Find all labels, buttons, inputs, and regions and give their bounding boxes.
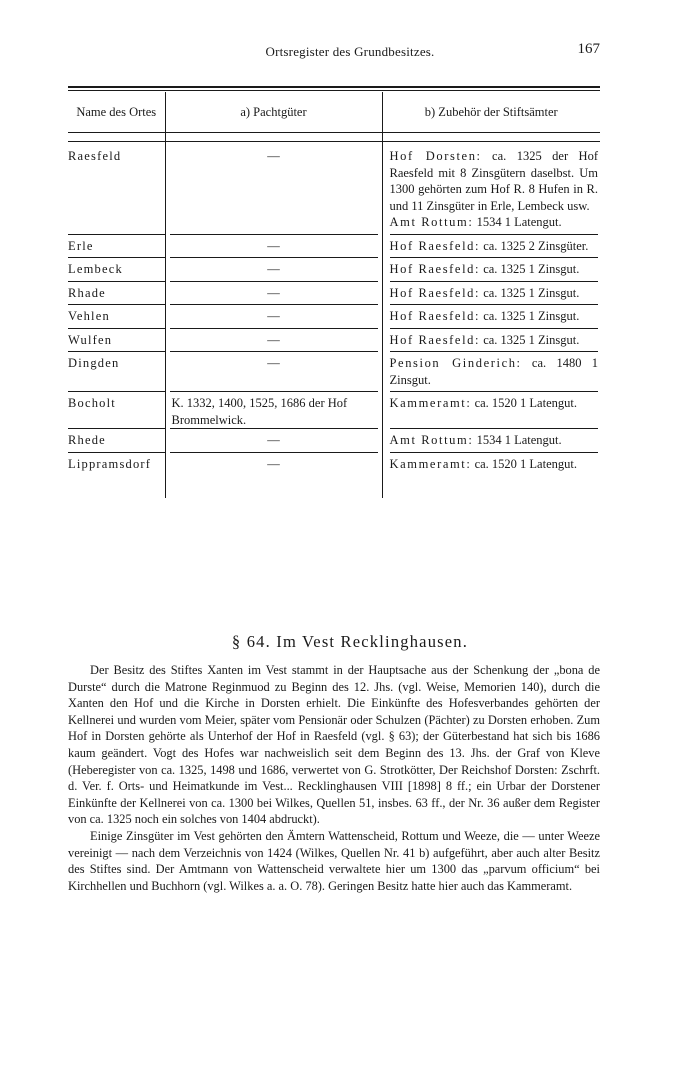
lease-cell	[165, 328, 382, 352]
top-rule-thin	[68, 90, 600, 91]
adjunct-cell	[382, 391, 600, 428]
adjunct-cell	[382, 257, 600, 281]
place-cell	[68, 281, 165, 305]
adjunct-cell	[382, 351, 600, 391]
column-header-lease: a) Pachtgüter	[165, 92, 382, 133]
place-cell	[68, 304, 165, 328]
adjunct-entry	[390, 285, 599, 302]
column-header-place: Name des Ortes	[68, 92, 165, 133]
lease-text: —	[267, 285, 280, 300]
section-heading: § 64. Im Vest Recklinghausen.	[231, 632, 469, 651]
adjunct-cell	[382, 328, 600, 352]
place-cell	[68, 328, 165, 352]
entry-text: ca. 1325 1 Zinsgut.	[480, 332, 580, 347]
lease-cell	[165, 428, 382, 452]
table-row	[68, 257, 600, 281]
entry-text: ca. 1520 1 Latengut.	[471, 396, 577, 410]
lease-text: —	[267, 332, 280, 347]
running-title: Ortsregister des Grundbesitzes.	[265, 44, 435, 59]
table-row	[68, 281, 600, 305]
place-name: Vehlen	[68, 309, 110, 323]
place-name: Dingden	[68, 356, 120, 370]
lease-text: —	[267, 149, 280, 163]
lease-text: —	[267, 433, 280, 447]
adjunct-cell	[382, 142, 600, 234]
place-cell	[68, 428, 165, 452]
adjunct-entry	[390, 148, 599, 214]
lease-text: K. 1332, 1400, 1525, 1686 der Hof Brommelwick.	[171, 396, 348, 427]
office-name: Hof Raesfeld:	[389, 332, 481, 347]
adjunct-cell	[382, 281, 600, 305]
table-header-row	[68, 92, 600, 133]
place-cell	[68, 257, 165, 281]
office-name: Hof Raesfeld:	[389, 285, 481, 300]
top-rule-thick	[68, 86, 600, 88]
lease-cell	[165, 304, 382, 328]
register-table	[68, 92, 600, 498]
entry-text: ca. 1325 1 Zinsgut.	[480, 309, 580, 323]
table-row	[68, 351, 600, 391]
lease-text: —	[267, 238, 280, 253]
place-name: Rhede	[68, 433, 106, 447]
lease-cell	[165, 452, 382, 499]
lease-text: —	[267, 356, 280, 370]
entry-text: ca. 1520 1 Latengut.	[471, 456, 577, 471]
place-name: Erle	[68, 238, 94, 253]
place-name: Bocholt	[68, 396, 116, 410]
entry-text: ca. 1325 1 Zinsgut.	[480, 285, 580, 300]
table-row	[68, 234, 600, 258]
lease-cell	[165, 391, 382, 428]
adjunct-entry	[390, 432, 599, 449]
place-cell	[68, 142, 165, 234]
table-body	[68, 133, 600, 499]
lease-cell	[165, 257, 382, 281]
adjunct-entry	[390, 308, 599, 325]
office-name: Hof Raesfeld:	[389, 309, 481, 323]
office-name: Hof Raesfeld:	[389, 262, 481, 276]
lease-cell	[165, 351, 382, 391]
adjunct-entry	[390, 355, 599, 388]
table-row	[68, 328, 600, 352]
adjunct-entry	[390, 214, 599, 231]
table-row	[68, 142, 600, 234]
office-name: Hof Dorsten:	[389, 149, 482, 163]
table-row	[68, 391, 600, 428]
lease-text: —	[267, 309, 280, 323]
lease-text: —	[267, 262, 280, 276]
place-name: Rhade	[68, 285, 106, 300]
paragraph: Der Besitz des Stiftes Xanten im Vest stammt in der Hauptsache aus der Schenkung der „bona de Durste“ durch die Matrone Reginmuod zu Beginn des 12. Jhs. (vgl. Weise, Memorien 140), durch die Xanten den Hof und die Kirche in Dorsten erhielt. Die Einkünfte des Hofesverbandes gehörten der Kellnerei und wurden vom Meier, später vom Pensionär oder Schulzen (Pächter) zu Dorsten erhoben. Zum Hof in Dorsten gehörte als Unterhof der Hof in Raesfeld (vgl. § 63); der Güterbestand hat sich bis 1686 kaum geändert. Vogt des Hofes war nachweislich seit dem Beginn des 13. Jhs. der Graf von Kleve (Heberegister von ca. 1325, 1498 und 1686, verwertet von G. Strotkötter, Der Reichshof Dorsten: Zschrft. d. Ver. f. Orts- und Heimatkunde im Vest... Recklinghausen VIII [1898] 8 ff.; ein Urbar der Dorstener Einkünfte der Kellnerei von ca. 1300 bei Wilkes, Quellen 51, insbes. 63 ff., der Nr. 36 außer dem Register von ca. 1325 noch ein solches von 1404 abdruckt).	[68, 663, 600, 827]
place-name: Raesfeld	[68, 149, 122, 163]
office-name: Kammeramt:	[389, 456, 472, 471]
page-number: 167	[577, 41, 600, 57]
entry-text: ca. 1325 2 Zinsgüter.	[480, 238, 589, 253]
office-name: Amt Rottum:	[389, 433, 474, 447]
office-name: Pension Ginderich:	[389, 356, 522, 370]
entry-text: 1534 1 Latengut.	[473, 433, 562, 447]
table-row	[68, 428, 600, 452]
entry-text: 1534 1 Latengut.	[473, 215, 562, 229]
adjunct-cell	[382, 428, 600, 452]
entry-text: ca. 1325 der Hof Raesfeld mit 8 Zinsgütern daselbst. Um 1300 gehörten zum Hof R. 8 Hufen in R. und 11 Zinsgüter in Erle, Lembeck usw.	[389, 149, 598, 213]
adjunct-entry	[390, 238, 599, 255]
adjunct-cell	[382, 304, 600, 328]
place-cell	[68, 452, 165, 499]
adjunct-cell	[382, 452, 600, 499]
table-row	[68, 304, 600, 328]
entry-text: ca. 1325 1 Zinsgut.	[480, 262, 580, 276]
header-spacer-row	[68, 133, 600, 142]
office-name: Hof Raesfeld:	[389, 238, 481, 253]
place-name: Lippramsdorf	[68, 456, 152, 471]
lease-text: —	[267, 456, 280, 471]
column-header-adjunct: b) Zubehör der Stiftsämter	[382, 92, 600, 133]
place-name: Lembeck	[68, 262, 123, 276]
running-head	[0, 41, 700, 64]
lease-cell	[165, 142, 382, 234]
table-row	[68, 452, 600, 499]
place-cell	[68, 234, 165, 258]
office-name: Amt Rottum:	[389, 215, 474, 229]
adjunct-entry	[390, 456, 599, 473]
lease-cell	[165, 234, 382, 258]
lease-cell	[165, 281, 382, 305]
entry-text: ca. 1480 1 Zinsgut.	[389, 356, 598, 387]
place-cell	[68, 391, 165, 428]
office-name: Kammeramt:	[389, 396, 472, 410]
section-body	[68, 662, 600, 894]
paragraph: Einige Zinsgüter im Vest gehörten den Ämtern Wattenscheid, Rottum und Weeze, die — unter Weeze vereinigt — nach dem Verzeichnis von 1424 (Wilkes, Quellen Nr. 41 b) aufgeführt, aber auch alter Besitz des Stiftes sind. Der Amtmann von Wattenscheid verwaltete hier um 1300 das „parvum officium“ bei Kirchhellen und Buchhorn (vgl. Wilkes a. a. O. 78). Geringen Besitz hatte hier auch das Kammeramt.	[68, 828, 600, 893]
adjunct-entry	[390, 395, 599, 412]
place-cell	[68, 351, 165, 391]
adjunct-entry	[390, 261, 599, 278]
adjunct-entry	[390, 332, 599, 349]
place-name: Wulfen	[68, 332, 113, 347]
adjunct-cell	[382, 234, 600, 258]
